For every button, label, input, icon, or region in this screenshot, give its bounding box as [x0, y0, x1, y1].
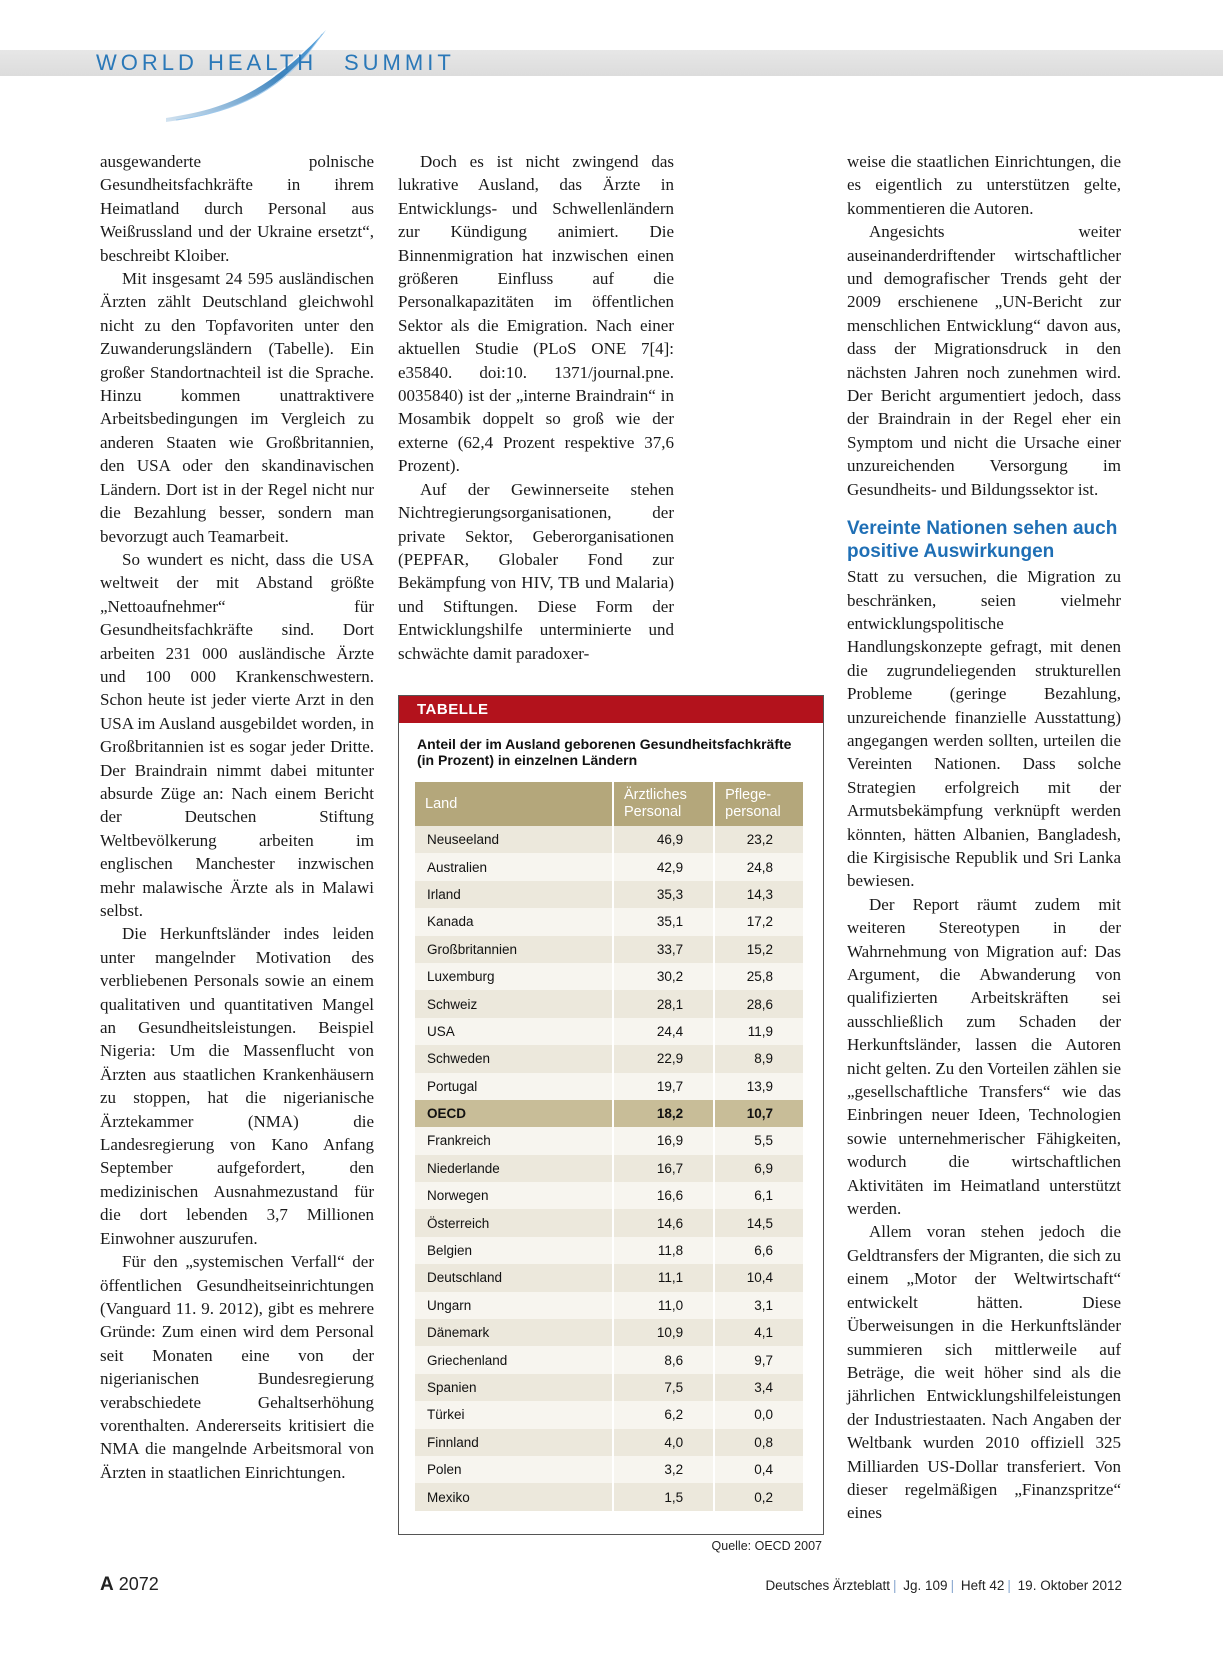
cell-pflegepersonal: 13,9: [714, 1073, 803, 1100]
cell-country: Großbritannien: [415, 936, 613, 963]
cell-pflegepersonal: 9,7: [714, 1346, 803, 1373]
cell-pflegepersonal: 4,1: [714, 1319, 803, 1346]
cell-pflegepersonal: 6,9: [714, 1155, 803, 1182]
cell-pflegepersonal: 25,8: [714, 963, 803, 990]
paragraph: Auf der Gewinnerseite stehen Nichtregierungsorganisationen, der private Sektor, Geberorganisationen (PEPFAR, Globaler Fond zur Bekämpfung von HIV, TB und Malaria) und Stiftungen. Diese Form der Entwicklungshilfe unterminierte und schwächte damit paradoxer-: [398, 479, 674, 663]
journal-name: Deutsches Ärzteblatt: [765, 1578, 890, 1593]
cell-aerztliches-personal: 6,2: [613, 1401, 714, 1428]
logo-text-summit: SUMMIT: [344, 50, 455, 75]
cell-aerztliches-personal: 18,2: [613, 1100, 714, 1127]
cell-aerztliches-personal: 24,4: [613, 1018, 714, 1045]
paragraph: Doch es ist nicht zwingend das lukrative Ausland, das Ärzte in Entwicklungs- und Schwellenländern zur Kündigung animiert. Die Binnenmigration hat inzwischen einen größeren Einfluss auf die Personalkapazitäten im öffentlichen Sektor als die Emigration. Nach einer aktuellen Studie (PLoS ONE 7[4]: e35840. doi:10. 1371/journal.pne. 0035840) ist der „interne Braindrain“ in Mosambik doppelt so groß wie der externe (62,4 Prozent respektive 37,6 Prozent).: [398, 152, 674, 476]
article-column-1: [100, 150, 374, 1484]
cell-country: Deutschland: [415, 1264, 613, 1291]
paragraph: Der Report räumt zudem mit weiteren Stereotypen in der Wahrnehmung von Migration auf: Das Argument, die Abwanderung von qualifizierten Arbeitskräften sei ausschließlich zum Schaden der Herkunftsländer, lassen die Autoren nicht gelten. Zu den Vorteilen zählen sie „gesellschaftliche Transfers“ wie das Einbringen neuer Ideen, Technologien sowie unternehmerischer Fähigkeiten, wodurch die wirtschaftlichen Aktivitäten im Heimatland unterstützt werden.: [847, 894, 1121, 1219]
cell-pflegepersonal: 6,1: [714, 1182, 803, 1209]
table-box-label: TABELLE: [399, 696, 823, 723]
paragraph: ausgewanderte polnische Gesundheitsfachkräfte in ihrem Heimatland durch Personal aus Weißrussland und der Ukraine ersetzt“, beschreibt Kloiber.: [100, 152, 374, 265]
footer-citation: Deutsches Ärzteblatt | Jg. 109 | Heft 42 | 19. Oktober 2012: [765, 1578, 1122, 1593]
cell-country: Irland: [415, 881, 613, 908]
cell-aerztliches-personal: 11,1: [613, 1264, 714, 1291]
article-column-3: [847, 150, 1121, 1525]
paragraph: Angesichts weiter auseinanderdriftender wirtschaftlicher und demografischer Trends geht der 2009 erschienene „UN-Bericht zur menschlichen Entwicklung“ davon aus, dass der Migrationsdruck in den nächsten Jahren noch zunehmen wird. Der Bericht argumentiert jedoch, dass der Braindrain in der Regel eher ein Symptom und nicht die Ursache einer unzureichenden Versorgung im Gesundheits- und Bildungssektor ist.: [847, 222, 1121, 499]
paragraph: So wundert es nicht, dass die USA weltweit der mit Abstand größte „Nettoaufnehmer“ für Gesundheitsfachkräfte sind. Dort arbeiten 231 000 ausländische Ärzte und 100 000 Krankenschwestern. Schon heute ist jeder vierte Arzt in den USA im Ausland ausgebildet worden, in Großbritannien ist es sogar jeder Dritte. Der Braindrain nimmt dabei mitunter absurde Züge an: Nach einem Bericht der Deutschen Stiftung Weltbevölkerung arbeiten im englischen Manchester inzwischen mehr malawische Ärzte als in Malawi selbst.: [100, 549, 374, 920]
cell-country: Finnland: [415, 1429, 613, 1456]
cell-aerztliches-personal: 30,2: [613, 963, 714, 990]
cell-country: Kanada: [415, 908, 613, 935]
cell-country: Australien: [415, 853, 613, 880]
cell-country: Luxemburg: [415, 963, 613, 990]
table-row: [415, 936, 803, 963]
table-row: [415, 1292, 803, 1319]
cell-aerztliches-personal: 16,9: [613, 1127, 714, 1154]
table-row: [415, 1346, 803, 1373]
cell-aerztliches-personal: 14,6: [613, 1209, 714, 1236]
cell-pflegepersonal: 10,4: [714, 1264, 803, 1291]
cell-aerztliches-personal: 3,2: [613, 1456, 714, 1483]
cell-pflegepersonal: 3,1: [714, 1292, 803, 1319]
table-row: [415, 1182, 803, 1209]
cell-country: Schweden: [415, 1045, 613, 1072]
cell-pflegepersonal: 14,3: [714, 881, 803, 908]
cell-country: OECD: [415, 1100, 613, 1127]
cell-pflegepersonal: 17,2: [714, 908, 803, 935]
cell-aerztliches-personal: 35,1: [613, 908, 714, 935]
cell-aerztliches-personal: 8,6: [613, 1346, 714, 1373]
cell-aerztliches-personal: 35,3: [613, 881, 714, 908]
cell-pflegepersonal: 6,6: [714, 1237, 803, 1264]
page-number-value: 2072: [118, 1574, 159, 1594]
cell-country: Spanien: [415, 1374, 613, 1401]
table-row: [415, 1401, 803, 1428]
table-row: [415, 881, 803, 908]
cell-country: Griechenland: [415, 1346, 613, 1373]
cell-aerztliches-personal: 19,7: [613, 1073, 714, 1100]
cell-aerztliches-personal: 22,9: [613, 1045, 714, 1072]
logo-text-world-health: WORLD HEALTH: [96, 50, 318, 75]
cell-aerztliches-personal: 1,5: [613, 1483, 714, 1510]
article-column-2: [398, 150, 674, 665]
journal-issue: Heft 42: [960, 1578, 1005, 1593]
cell-pflegepersonal: 24,8: [714, 853, 803, 880]
table-source: Quelle: OECD 2007: [711, 1539, 822, 1553]
cell-aerztliches-personal: 42,9: [613, 853, 714, 880]
cell-country: Polen: [415, 1456, 613, 1483]
column-header-pflegepersonal: Pflege-personal: [714, 782, 803, 826]
table-title: Anteil der im Ausland geborenen Gesundheitsfachkräfte (in Prozent) in einzelnen Ländern: [417, 736, 792, 768]
table-row: [415, 853, 803, 880]
cell-aerztliches-personal: 7,5: [613, 1374, 714, 1401]
cell-country: Frankreich: [415, 1127, 613, 1154]
section-heading: Vereinte Nationen sehen auch positive Auswirkungen: [847, 518, 1118, 563]
table-row: [415, 1018, 803, 1045]
table-row: [415, 1264, 803, 1291]
cell-pflegepersonal: 8,9: [714, 1045, 803, 1072]
cell-pflegepersonal: 0,2: [714, 1483, 803, 1510]
cell-aerztliches-personal: 16,7: [613, 1155, 714, 1182]
journal-volume: Jg. 109: [903, 1578, 948, 1593]
cell-pflegepersonal: 0,4: [714, 1456, 803, 1483]
cell-aerztliches-personal: 16,6: [613, 1182, 714, 1209]
table-row: [415, 1429, 803, 1456]
cell-pflegepersonal: 15,2: [714, 936, 803, 963]
journal-date: 19. Oktober 2012: [1017, 1578, 1122, 1593]
cell-aerztliches-personal: 11,8: [613, 1237, 714, 1264]
cell-country: Dänemark: [415, 1319, 613, 1346]
cell-pflegepersonal: 14,5: [714, 1209, 803, 1236]
table-row: [415, 1100, 803, 1127]
table-row: [415, 1319, 803, 1346]
paragraph: Statt zu versuchen, die Migration zu beschränken, seien vielmehr entwicklungspolitische Handlungskonzepte gefragt, mit denen die zugrundeliegenden strukturellen Probleme (geringe Bezahlung, unzureichende finanzielle Ausstattung) angegangen werden sollten, urteilen die Vereinten Nationen. Dass solche Strategien erfolgreich mit der Armutsbekämpfung verknüpft werden könnten, hätten Albanien, Bangladesh, die Kirgisische Republik und Sri Lanka bewiesen.: [847, 567, 1121, 891]
table-row: [415, 826, 803, 853]
cell-country: Belgien: [415, 1237, 613, 1264]
column-header-aerztliches-personal: Ärztliches Personal: [613, 782, 714, 826]
cell-pflegepersonal: 0,0: [714, 1401, 803, 1428]
logo-swoosh-icon: [166, 30, 366, 128]
table-row: [415, 1374, 803, 1401]
column-header-land: Land: [415, 782, 613, 826]
cell-aerztliches-personal: 28,1: [613, 990, 714, 1017]
table-row: [415, 1237, 803, 1264]
cell-pflegepersonal: 5,5: [714, 1127, 803, 1154]
table-header-row: [415, 782, 803, 826]
cell-country: Norwegen: [415, 1182, 613, 1209]
cell-aerztliches-personal: 10,9: [613, 1319, 714, 1346]
cell-aerztliches-personal: 33,7: [613, 936, 714, 963]
paragraph: Für den „systemischen Verfall“ der öffentlichen Gesundheitseinrichtungen (Vanguard 11. 9. 2012), gibt es mehrere Gründe: Zum einen wird dem Personal seit Monaten eine von der nigerianischen Bundesregierung verabschiedete Gehaltserhöhung vorenthalten. Andererseits kritisiert die NMA die mangelnde Arbeitsmoral von Ärzten in staatlichen Einrichtungen.: [100, 1252, 374, 1482]
table-body: [415, 826, 803, 1511]
world-health-summit-logo: [96, 30, 466, 128]
cell-country: Neuseeland: [415, 826, 613, 853]
table-row: [415, 1127, 803, 1154]
paragraph: Allem voran stehen jedoch die Geldtransfers der Migranten, die sich zu einem „Motor der Weltwirtschaft“ entwickelt hätten. Diese Überweisungen in die Herkunftsländer summieren sich mittlerweile auf Beträge, die weit höher sind als die jährlichen Entwicklungshilfeleistungen der Industriestaaten. Nach Angaben der Weltbank wurden 2010 offiziell 325 Milliarden US-Dollar transferiert. Von dieser regelmäßigen „Finanzspritze“ eines: [847, 1222, 1121, 1523]
paragraph: Die Herkunftsländer indes leiden unter mangelnder Motivation des verbliebenen Personals sowie an einem qualitativen und quantitativen Mangel an Gesundheitsleistungen. Beispiel Nigeria: Um die Massenflucht von Ärzten aus staatlichen Krankenhäusern zu stoppen, hat die nigerianische Ärztekammer (NMA) die Landesregierung von Kano Anfang September aufgefordert, den medizinischen Ausnahmezustand für die dort lebenden 3,7 Millionen Einwohner auszurufen.: [100, 924, 374, 1248]
table-row: [415, 1155, 803, 1182]
cell-country: Ungarn: [415, 1292, 613, 1319]
table-row: [415, 1456, 803, 1483]
cell-country: Niederlande: [415, 1155, 613, 1182]
cell-country: USA: [415, 1018, 613, 1045]
table-row: [415, 1045, 803, 1072]
page-prefix: A: [100, 1574, 114, 1595]
cell-pflegepersonal: 10,7: [714, 1100, 803, 1127]
cell-aerztliches-personal: 46,9: [613, 826, 714, 853]
cell-country: Türkei: [415, 1401, 613, 1428]
table-row: [415, 990, 803, 1017]
cell-aerztliches-personal: 11,0: [613, 1292, 714, 1319]
cell-country: Mexiko: [415, 1483, 613, 1510]
cell-country: Österreich: [415, 1209, 613, 1236]
table-box: [398, 695, 824, 1535]
table-row: [415, 1483, 803, 1510]
cell-pflegepersonal: 0,8: [714, 1429, 803, 1456]
cell-country: Portugal: [415, 1073, 613, 1100]
data-table: [415, 782, 803, 1511]
cell-pflegepersonal: 23,2: [714, 826, 803, 853]
cell-country: Schweiz: [415, 990, 613, 1017]
cell-aerztliches-personal: 4,0: [613, 1429, 714, 1456]
cell-pflegepersonal: 11,9: [714, 1018, 803, 1045]
page-number: [100, 1574, 159, 1596]
table-row: [415, 908, 803, 935]
table-row: [415, 1209, 803, 1236]
table-row: [415, 1073, 803, 1100]
cell-pflegepersonal: 3,4: [714, 1374, 803, 1401]
table-row: [415, 963, 803, 990]
paragraph: Mit insgesamt 24 595 ausländischen Ärzten zählt Deutschland gleichwohl nicht zu den Topfavoriten unter den Zuwanderungsländern (Tabelle). Ein großer Standortnachteil ist die Sprache. Hinzu kommen unattraktivere Arbeitsbedingungen im Vergleich zu anderen Staaten wie Großbritannien, den USA oder den skandinavischen Ländern. Dort ist in der Regel nicht nur die Bezahlung besser, sondern man bevorzugt auch Teamarbeit.: [100, 269, 374, 546]
paragraph: weise die staatlichen Einrichtungen, die es eigentlich zu unterstützen gelte, kommentieren die Autoren.: [847, 152, 1121, 218]
cell-pflegepersonal: 28,6: [714, 990, 803, 1017]
